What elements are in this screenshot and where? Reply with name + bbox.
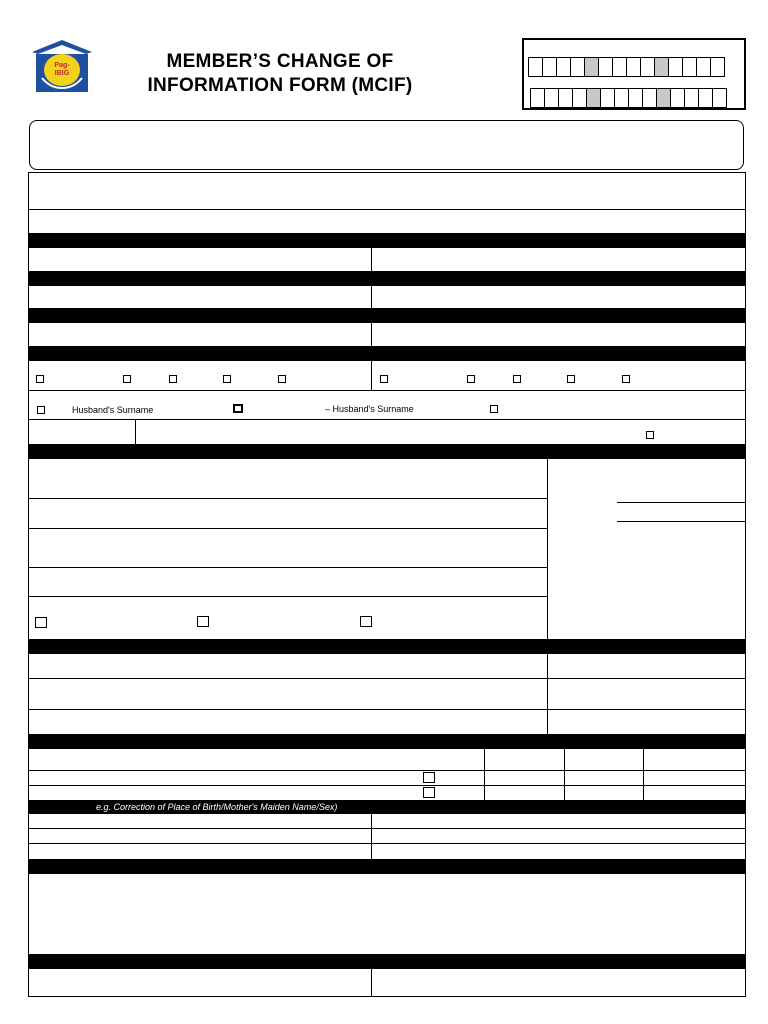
id-number-row-2 — [530, 88, 726, 108]
notice-box — [29, 120, 744, 170]
signature-line — [617, 521, 746, 522]
column-divider — [371, 323, 372, 346]
row-divider — [28, 209, 746, 210]
column-divider — [371, 286, 372, 308]
row-divider — [28, 678, 746, 679]
id-digit-cell[interactable] — [710, 57, 725, 77]
address-type-checkbox[interactable] — [197, 616, 209, 627]
option-checkbox[interactable] — [169, 375, 177, 383]
id-number-row-1 — [528, 57, 724, 77]
pag-ibig-logo — [30, 38, 94, 96]
signature-line — [617, 502, 746, 503]
table-row-checkbox[interactable] — [423, 787, 435, 798]
column-divider — [547, 459, 548, 639]
id-digit-cell[interactable] — [556, 57, 571, 77]
row-divider — [28, 390, 746, 391]
id-digit-cell[interactable] — [682, 57, 697, 77]
section-bar — [28, 734, 746, 749]
form-title-line-1: MEMBER’S CHANGE OF — [166, 51, 394, 72]
column-divider — [371, 248, 372, 271]
husband-surname-label-1: Husband's Surname — [72, 405, 154, 415]
id-digit-cell[interactable] — [614, 88, 629, 108]
row-divider — [28, 785, 746, 786]
id-digit-cell[interactable] — [558, 88, 573, 108]
row-divider — [28, 770, 746, 771]
section-bar — [28, 346, 746, 361]
option-checkbox[interactable] — [513, 375, 521, 383]
id-separator-cell — [586, 88, 601, 108]
row-divider — [28, 498, 547, 499]
row-divider — [28, 843, 746, 844]
husband-surname-checkbox-1[interactable] — [37, 406, 45, 414]
option-checkbox[interactable] — [278, 375, 286, 383]
option-checkbox[interactable] — [622, 375, 630, 383]
changes-example-note: e.g. Correction of Place of Birth/Mother's Maiden Name/Sex) — [96, 802, 338, 812]
option-checkbox[interactable] — [123, 375, 131, 383]
id-digit-cell[interactable] — [626, 57, 641, 77]
id-digit-cell[interactable] — [542, 57, 557, 77]
row-divider — [28, 709, 746, 710]
section-bar — [28, 859, 746, 874]
id-digit-cell[interactable] — [572, 88, 587, 108]
husband-surname-checkbox-2[interactable] — [233, 404, 243, 413]
option-checkbox[interactable] — [567, 375, 575, 383]
id-digit-cell[interactable] — [544, 88, 559, 108]
id-digit-cell[interactable] — [640, 57, 655, 77]
column-divider — [643, 749, 644, 800]
option-checkbox[interactable] — [36, 375, 44, 383]
column-divider — [484, 749, 485, 800]
id-digit-cell[interactable] — [696, 57, 711, 77]
id-digit-cell[interactable] — [530, 88, 545, 108]
row-divider — [28, 828, 746, 829]
section-bar — [28, 271, 746, 286]
section-bar — [28, 444, 746, 459]
column-divider — [371, 969, 372, 997]
column-divider — [371, 814, 372, 859]
id-digit-cell[interactable] — [570, 57, 585, 77]
form-title-line-2: INFORMATION FORM (MCIF) — [147, 75, 413, 96]
id-digit-cell[interactable] — [670, 88, 685, 108]
row-divider — [28, 596, 547, 597]
section-bar — [28, 233, 746, 248]
svg-text:Pag-: Pag- — [54, 62, 70, 69]
option-checkbox[interactable] — [223, 375, 231, 383]
address-type-checkbox[interactable] — [360, 616, 372, 627]
id-number-box — [522, 38, 746, 110]
option-checkbox[interactable] — [380, 375, 388, 383]
id-digit-cell[interactable] — [668, 57, 683, 77]
husband-surname-checkbox-3[interactable] — [490, 405, 498, 413]
section-bar — [28, 639, 746, 654]
id-digit-cell[interactable] — [712, 88, 727, 108]
husband-surname-label-2: – Husband's Surname — [325, 404, 414, 414]
section-bar — [28, 308, 746, 323]
column-divider — [135, 419, 136, 444]
id-digit-cell[interactable] — [528, 57, 543, 77]
row-divider — [28, 567, 547, 568]
id-digit-cell[interactable] — [628, 88, 643, 108]
option-checkbox[interactable] — [467, 375, 475, 383]
id-separator-cell — [654, 57, 669, 77]
id-separator-cell — [656, 88, 671, 108]
svg-text:IBIG: IBIG — [54, 70, 70, 77]
section-bar — [28, 954, 746, 969]
id-digit-cell[interactable] — [698, 88, 713, 108]
address-type-checkbox[interactable] — [35, 617, 47, 628]
column-divider — [547, 654, 548, 734]
form-title — [120, 50, 440, 98]
id-digit-cell[interactable] — [600, 88, 615, 108]
id-digit-cell[interactable] — [684, 88, 699, 108]
column-divider — [371, 361, 372, 390]
id-digit-cell[interactable] — [642, 88, 657, 108]
row-divider — [28, 528, 547, 529]
id-digit-cell[interactable] — [612, 57, 627, 77]
id-separator-cell — [584, 57, 599, 77]
other-checkbox[interactable] — [646, 431, 654, 439]
table-row-checkbox[interactable] — [423, 772, 435, 783]
id-digit-cell[interactable] — [598, 57, 613, 77]
column-divider — [564, 749, 565, 800]
